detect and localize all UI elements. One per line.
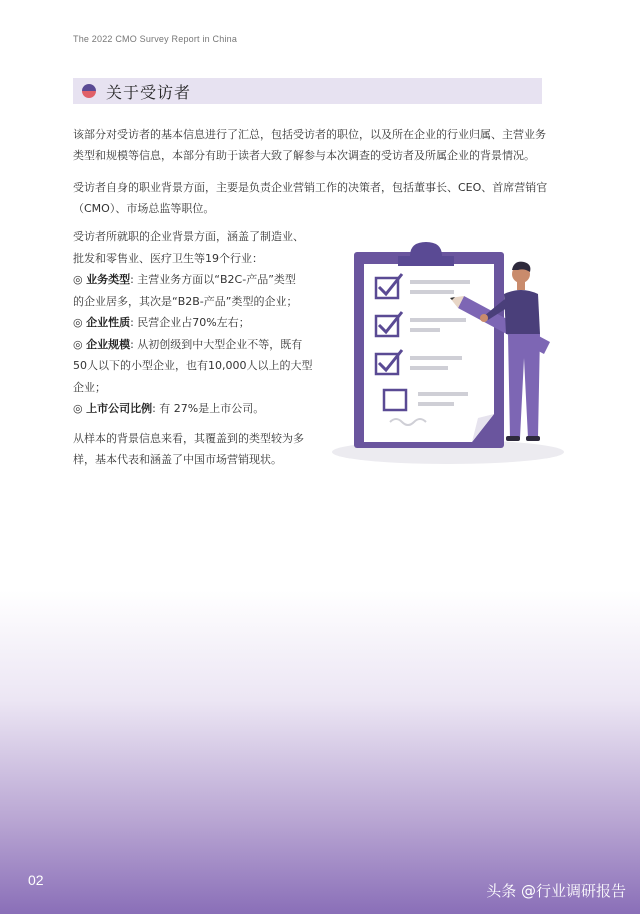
page-number: 02 bbox=[28, 872, 44, 888]
bullet-company-size bbox=[73, 334, 313, 356]
industry-line: 受访者所就职的企业背景方面，涵盖了制造业、 bbox=[73, 230, 304, 243]
conclusion-paragraph: 从样本的背景信息来看，其覆盖到的类型较为多样，基本代表和涵盖了中国市场营销现状。 bbox=[73, 432, 304, 466]
roles-paragraph: 受访者自身的职业背景方面，主要是负责企业营销工作的决策者，包括董事长、CEO、首席营销官（CMO）、市场总监等职位。 bbox=[73, 181, 548, 215]
bullet-label: 上市公司比例 bbox=[86, 402, 153, 415]
source-watermark: 头条 @行业调研报告 bbox=[486, 882, 626, 900]
bullet-label: 业务类型 bbox=[86, 273, 131, 286]
bullet-marker: ◎ bbox=[73, 316, 83, 329]
clipboard-checklist-illustration bbox=[328, 238, 568, 468]
bullet-text: : 有 27%是上市公司。 bbox=[152, 402, 265, 415]
industry-section bbox=[73, 226, 313, 420]
section-dot-icon bbox=[82, 84, 96, 98]
person-shirt bbox=[504, 290, 540, 334]
person-legs bbox=[508, 334, 540, 438]
bullet-marker: ◎ bbox=[73, 337, 83, 351]
section-header-bar bbox=[73, 78, 542, 104]
bullet-business-type bbox=[73, 269, 313, 291]
bullet-text-continued: 50人以下的小型企业，也有10,000人以上的大型 bbox=[73, 359, 313, 372]
bullet-listed-ratio bbox=[73, 398, 313, 420]
section-title: 关于受访者 bbox=[106, 82, 192, 102]
bullet-text-continued: 的企业居多，其次是“B2B-产品”类型的企业； bbox=[73, 294, 298, 308]
report-running-header: The 2022 CMO Survey Report in China bbox=[73, 34, 238, 44]
bullet-text-continued: 企业； bbox=[73, 380, 106, 394]
bullet-text: : 从初创级到中大型企业不等，既有 bbox=[130, 337, 303, 351]
bullet-ownership bbox=[73, 312, 313, 334]
industry-line: 批发和零售业、医疗卫生等19个行业： bbox=[73, 251, 263, 265]
bullet-label: 企业性质 bbox=[86, 316, 131, 329]
bullet-marker: ◎ bbox=[73, 402, 83, 415]
bullet-label: 企业规模 bbox=[86, 337, 131, 351]
bullet-text: : 民营企业占70%左右； bbox=[130, 316, 250, 329]
bullet-marker: ◎ bbox=[73, 273, 83, 286]
bullet-text: : 主营业务方面以“B2C-产品”类型 bbox=[130, 273, 296, 286]
intro-paragraph: 该部分对受访者的基本信息进行了汇总，包括受访者的职位，以及所在企业的行业归属、主营业务类型和规模等信息，本部分有助于读者大致了解参与本次调查的受访者及所属企业的背景情况。 bbox=[73, 128, 546, 162]
